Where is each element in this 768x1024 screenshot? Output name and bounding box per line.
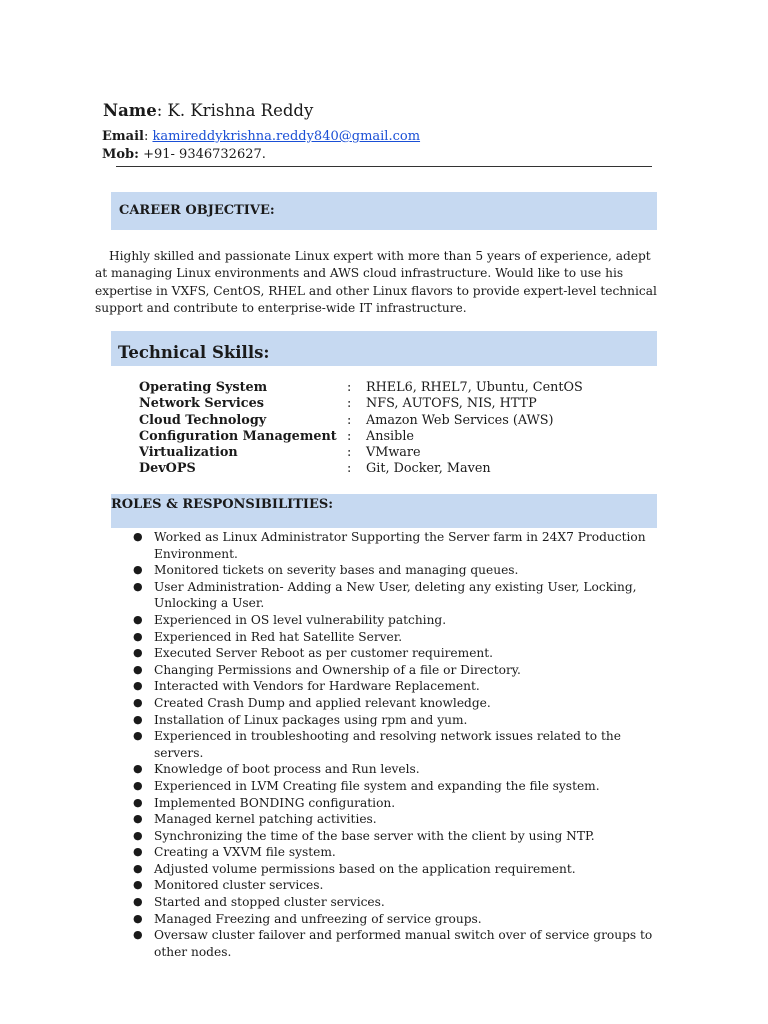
list-item-text: Creating a VXVM file system. — [154, 845, 336, 860]
list-item-text: Created Crash Dump and applied relevant knowledge. — [154, 695, 491, 710]
bullet-icon: ● — [133, 778, 143, 792]
email-line — [102, 129, 420, 144]
list-item — [133, 529, 673, 562]
list-item — [133, 795, 673, 812]
list-item — [133, 629, 673, 646]
name-line — [103, 101, 313, 120]
list-item-text: Installation of Linux packages using rpm and yum. — [154, 712, 468, 727]
mobile-line — [102, 147, 266, 162]
list-item-text: Managed Freezing and unfreezing of service groups. — [154, 911, 482, 926]
bullet-icon: ● — [133, 878, 143, 892]
career-objective-text: Highly skilled and passionate Linux expert with more than 5 years of experience, adept at managing Linux environments and AWS cloud infrastructure. Would like to use his expertise in VXFS, CentOS, RHEL and other Linux flavors to provide expert-level technical support and contribute to enterprise-wide IT infrastructure. — [95, 249, 657, 315]
list-item — [133, 579, 673, 612]
list-item — [133, 828, 673, 845]
list-item-text: Adjusted volume permissions based on the application requirement. — [154, 861, 576, 876]
list-item — [133, 927, 673, 960]
bullet-icon: ● — [133, 762, 143, 776]
mobile-label: Mob: — [102, 147, 139, 162]
list-item — [133, 645, 673, 662]
list-item-text: Started and stopped cluster services. — [154, 895, 385, 910]
list-item — [133, 678, 673, 695]
bullet-icon: ● — [133, 845, 143, 859]
list-item-text: Knowledge of boot process and Run levels. — [154, 762, 420, 777]
skill-colon: : — [347, 461, 352, 477]
mobile-value: +91- 9346732627. — [138, 147, 266, 162]
technical-skills-band — [111, 331, 657, 366]
list-item-text: Implemented BONDING configuration. — [154, 795, 396, 810]
bullet-icon: ● — [133, 795, 143, 809]
skill-value: RHEL6, RHEL7, Ubuntu, CentOS — [366, 380, 583, 395]
bullet-icon: ● — [133, 563, 143, 577]
bullet-icon: ● — [133, 729, 143, 743]
skill-value: Ansible — [366, 428, 415, 444]
list-item — [133, 877, 673, 894]
list-item-text: Synchronizing the time of the base server with the client by using NTP. — [154, 828, 595, 843]
bullet-icon: ● — [133, 928, 143, 942]
technical-skills-heading: Technical Skills: — [118, 343, 270, 362]
bullet-icon: ● — [133, 612, 143, 626]
skill-category: Operating System — [139, 380, 268, 395]
list-item-text: Experienced in troubleshooting and resolving network issues related to the servers. — [154, 729, 621, 760]
skill-category: Configuration Management — [139, 428, 337, 444]
list-item-text: User Administration- Adding a New User, deleting any existing User, Locking, Unlocking a User. — [154, 579, 637, 611]
roles-heading: ROLES & RESPONSIBILITIES: — [111, 497, 334, 512]
list-item-text: Oversaw cluster failover and performed manual switch over of service groups to other nodes. — [154, 928, 653, 959]
list-item — [133, 861, 673, 878]
bullet-icon: ● — [133, 629, 143, 643]
list-item-text: Interacted with Vendors for Hardware Replacement. — [154, 679, 480, 694]
bullet-icon: ● — [133, 579, 143, 593]
skill-category: Virtualization — [139, 445, 238, 461]
roles-band — [111, 494, 657, 528]
bullet-icon: ● — [133, 861, 143, 875]
bullet-icon: ● — [133, 895, 143, 909]
list-item-text: Worked as Linux Administrator Supporting the Server farm in 24X7 Production Environment. — [154, 530, 646, 561]
bullet-icon: ● — [133, 662, 143, 676]
list-item — [133, 662, 673, 679]
list-item — [133, 778, 673, 795]
list-item — [133, 761, 673, 778]
skill-value: Git, Docker, Maven — [366, 461, 491, 477]
name-label: Name — [103, 101, 157, 120]
career-objective-heading: CAREER OBJECTIVE: — [119, 203, 275, 218]
bullet-icon: ● — [133, 695, 143, 709]
list-item-text: Executed Server Reboot as per customer requirement. — [154, 646, 494, 661]
list-item — [133, 712, 673, 729]
bullet-icon: ● — [133, 646, 143, 660]
skill-category: Cloud Technology — [139, 412, 267, 428]
list-item-text: Changing Permissions and Ownership of a file or Directory. — [154, 662, 521, 677]
skill-value: NFS, AUTOFS, NIS, HTTP — [366, 396, 537, 412]
list-item-text: Monitored tickets on severity bases and managing queues. — [154, 563, 519, 578]
bullet-icon: ● — [133, 828, 143, 842]
skill-category: Network Services — [139, 396, 264, 412]
bullet-icon: ● — [133, 712, 143, 726]
list-item-text: Experienced in OS level vulnerability patching. — [154, 612, 447, 627]
list-item — [133, 894, 673, 911]
bullet-icon: ● — [133, 679, 143, 693]
bullet-icon: ● — [133, 911, 143, 925]
list-item-text: Monitored cluster services. — [154, 878, 324, 893]
list-item — [133, 811, 673, 828]
skill-colon: : — [347, 412, 352, 428]
skill-category: DevOPS — [139, 461, 196, 477]
list-item — [133, 844, 673, 861]
skill-colon: : — [347, 380, 352, 395]
header-divider — [116, 166, 652, 167]
email-separator: : — [143, 129, 153, 144]
list-item — [133, 911, 673, 928]
list-item — [133, 728, 673, 761]
skill-value: VMware — [366, 445, 421, 461]
skill-value: Amazon Web Services (AWS) — [366, 412, 554, 428]
career-objective-band — [111, 192, 657, 230]
list-item — [133, 695, 673, 712]
list-item-text: Managed kernel patching activities. — [154, 812, 377, 827]
roles-list — [133, 529, 673, 960]
email-link[interactable]: kamireddykrishna.reddy840@gmail.com — [152, 129, 421, 144]
email-label: Email — [102, 129, 144, 144]
list-item-text: Experienced in Red hat Satellite Server. — [154, 629, 403, 644]
list-item — [133, 612, 673, 629]
bullet-icon: ● — [133, 812, 143, 826]
skill-colon: : — [347, 428, 352, 444]
bullet-icon: ● — [133, 530, 143, 543]
skill-colon: : — [347, 445, 352, 461]
name-value: : K. Krishna Reddy — [156, 101, 314, 120]
skill-colon: : — [347, 396, 352, 412]
list-item-text: Experienced in LVM Creating file system and expanding the file system. — [154, 778, 600, 793]
list-item — [133, 562, 673, 579]
